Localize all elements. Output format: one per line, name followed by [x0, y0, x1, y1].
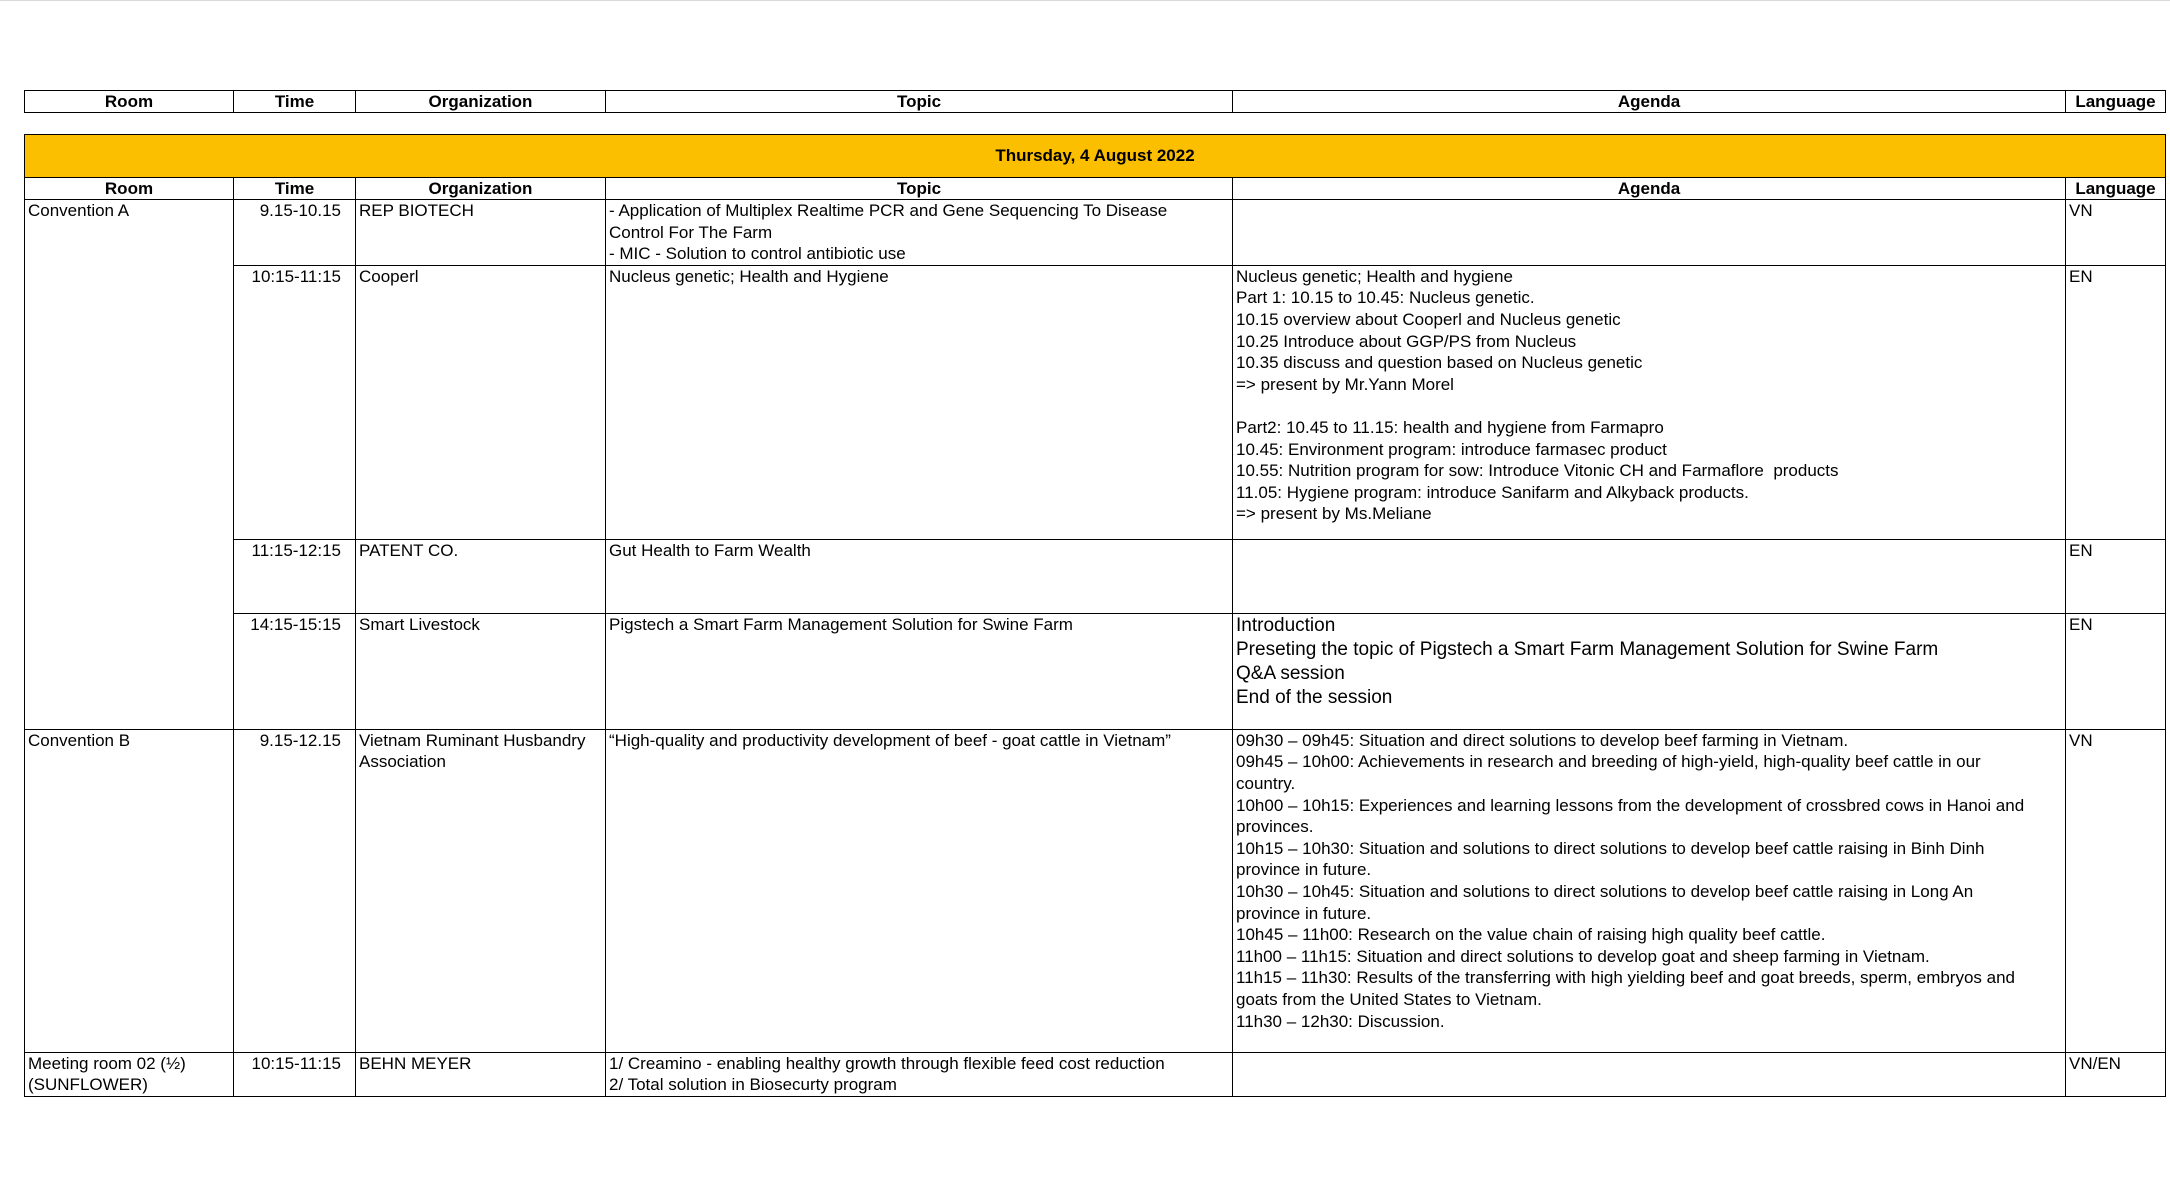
agenda-line: 11h15 – 11h30: Results of the transferring with high yielding beef and goat breeds, sperm, embryos and — [1236, 968, 2016, 988]
time-cell: 14:15-15:15 — [234, 613, 356, 729]
agenda-line: Introduction — [1236, 614, 1336, 636]
day-title: Thursday, 4 August 2022 — [25, 135, 2166, 178]
organization-line: Vietnam Ruminant Husbandry — [359, 730, 586, 750]
room-cell: Convention B — [25, 729, 234, 1052]
room-cell: Convention A — [25, 200, 234, 730]
table-row — [25, 265, 2166, 539]
agenda-line: Preseting the topic of Pigstech a Smart Farm Management Solution for Swine Farm — [1236, 638, 1939, 660]
topic-cell — [606, 613, 1233, 729]
organization-cell: Smart Livestock — [356, 613, 606, 729]
organization-cell — [356, 729, 606, 1052]
agenda-line: Part2: 10.45 to 11.15: health and hygiene from Farmapro — [1236, 417, 1664, 437]
agenda-line: 09h45 – 10h00: Achievements in research and breeding of high-yield, high-quality beef cattle in our — [1236, 752, 1981, 772]
agenda-cell — [1233, 265, 2066, 539]
subheader-organization: Organization — [356, 178, 606, 200]
organization-cell: BEHN MEYER — [356, 1052, 606, 1096]
agenda-line: => present by Mr.Yann Morel — [1236, 374, 1454, 394]
agenda-line: province in future. — [1236, 860, 1372, 880]
agenda-line: 11.05: Hygiene program: introduce Sanifarm and Alkyback products. — [1236, 482, 1749, 502]
agenda-cell — [1233, 200, 2066, 266]
agenda-line: Part 1: 10.15 to 10.45: Nucleus genetic. — [1236, 288, 1535, 308]
time-cell: 9.15-12.15 — [234, 729, 356, 1052]
column-header-row — [25, 91, 2166, 113]
topic-line: Nucleus genetic; Health and Hygiene — [609, 266, 889, 286]
organization-cell: REP BIOTECH — [356, 200, 606, 266]
header-organization: Organization — [356, 91, 606, 113]
table-row — [25, 729, 2166, 1052]
language-cell: EN — [2066, 613, 2166, 729]
language-cell: VN — [2066, 729, 2166, 1052]
sub-header-row — [25, 178, 2166, 200]
agenda-line: provinces. — [1236, 817, 1314, 837]
top-rule — [0, 0, 2170, 1]
organization-cell: PATENT CO. — [356, 539, 606, 613]
table-row — [25, 200, 2166, 266]
room-line: (SUNFLOWER) — [28, 1075, 148, 1095]
language-cell: VN — [2066, 200, 2166, 266]
agenda-line: 09h30 – 09h45: Situation and direct solutions to develop beef farming in Vietnam. — [1236, 730, 1849, 750]
subheader-language: Language — [2066, 178, 2166, 200]
topic-line: 2/ Total solution in Biosecurty program — [609, 1075, 897, 1095]
topic-line: “High-quality and productivity development of beef - goat cattle in Vietnam” — [609, 730, 1171, 750]
topic-line: - MIC - Solution to control antibiotic use — [609, 244, 906, 264]
room-cell — [25, 1052, 234, 1096]
header-language: Language — [2066, 91, 2166, 113]
agenda-line: 11h00 – 11h15: Situation and direct solutions to develop goat and sheep farming in Vietnam. — [1236, 946, 1930, 966]
agenda-line: country. — [1236, 773, 1296, 793]
agenda-line: End of the session — [1236, 686, 1393, 708]
schedule-table — [24, 134, 2166, 1097]
organization-cell: Cooperl — [356, 265, 606, 539]
header-time: Time — [234, 91, 356, 113]
topic-line: - Application of Multiplex Realtime PCR and Gene Sequencing To Disease — [609, 201, 1168, 220]
agenda-line: Q&A session — [1236, 662, 1345, 684]
agenda-line — [1236, 395, 2062, 417]
agenda-cell — [1233, 539, 2066, 613]
agenda-line: goats from the United States to Vietnam. — [1236, 989, 1542, 1009]
header-agenda: Agenda — [1233, 91, 2066, 113]
subheader-time: Time — [234, 178, 356, 200]
agenda-line: 10.45: Environment program: introduce farmasec product — [1236, 439, 1667, 459]
table-row — [25, 539, 2166, 613]
subheader-room: Room — [25, 178, 234, 200]
agenda-line: => present by Ms.Meliane — [1236, 504, 1432, 524]
topic-cell — [606, 539, 1233, 613]
agenda-line: 10h30 – 10h45: Situation and solutions to direct solutions to develop beef cattle raising in Long An — [1236, 881, 1974, 901]
organization-line: Association — [359, 752, 446, 772]
agenda-line: 10.25 Introduce about GGP/PS from Nucleus — [1236, 331, 1577, 351]
topic-line: 1/ Creamino - enabling healthy growth through flexible feed cost reduction — [609, 1053, 1165, 1073]
agenda-cell — [1233, 1052, 2066, 1096]
time-cell: 10:15-11:15 — [234, 1052, 356, 1096]
agenda-line: 10h45 – 11h00: Research on the value chain of raising high quality beef cattle. — [1236, 925, 1826, 945]
agenda-line: 10.35 discuss and question based on Nucleus genetic — [1236, 353, 1643, 373]
topic-line: Control For The Farm — [609, 222, 773, 242]
topic-cell — [606, 265, 1233, 539]
column-header-table — [24, 90, 2166, 113]
topic-cell — [606, 729, 1233, 1052]
agenda-line: 10h15 – 10h30: Situation and solutions to direct solutions to develop beef cattle raising in Binh Dinh — [1236, 838, 1985, 858]
header-topic: Topic — [606, 91, 1233, 113]
time-cell: 10:15-11:15 — [234, 265, 356, 539]
subheader-topic: Topic — [606, 178, 1233, 200]
agenda-line: Nucleus genetic; Health and hygiene — [1236, 266, 1513, 286]
topic-cell — [606, 200, 1233, 266]
header-room: Room — [25, 91, 234, 113]
topic-line: Gut Health to Farm Wealth — [609, 540, 811, 560]
day-band-row — [25, 135, 2166, 178]
table-row — [25, 613, 2166, 729]
agenda-cell — [1233, 613, 2066, 729]
agenda-line: 10.15 overview about Cooperl and Nucleus genetic — [1236, 309, 1621, 329]
table-row — [25, 1052, 2166, 1096]
agenda-line: 10.55: Nutrition program for sow: Introduce Vitonic CH and Farmaflore products — [1236, 461, 1839, 481]
subheader-agenda: Agenda — [1233, 178, 2066, 200]
agenda-line: 11h30 – 12h30: Discussion. — [1236, 1011, 1445, 1031]
topic-line: Pigstech a Smart Farm Management Solution for Swine Farm — [609, 614, 1073, 634]
room-line: Meeting room 02 (½) — [28, 1053, 186, 1073]
language-cell: EN — [2066, 265, 2166, 539]
time-cell: 9.15-10.15 — [234, 200, 356, 266]
topic-cell — [606, 1052, 1233, 1096]
agenda-line: 10h00 – 10h15: Experiences and learning lessons from the development of crossbred cows in Hanoi and — [1236, 795, 2025, 815]
language-cell: VN/EN — [2066, 1052, 2166, 1096]
agenda-line: province in future. — [1236, 903, 1372, 923]
agenda-cell — [1233, 729, 2066, 1052]
time-cell: 11:15-12:15 — [234, 539, 356, 613]
language-cell: EN — [2066, 539, 2166, 613]
